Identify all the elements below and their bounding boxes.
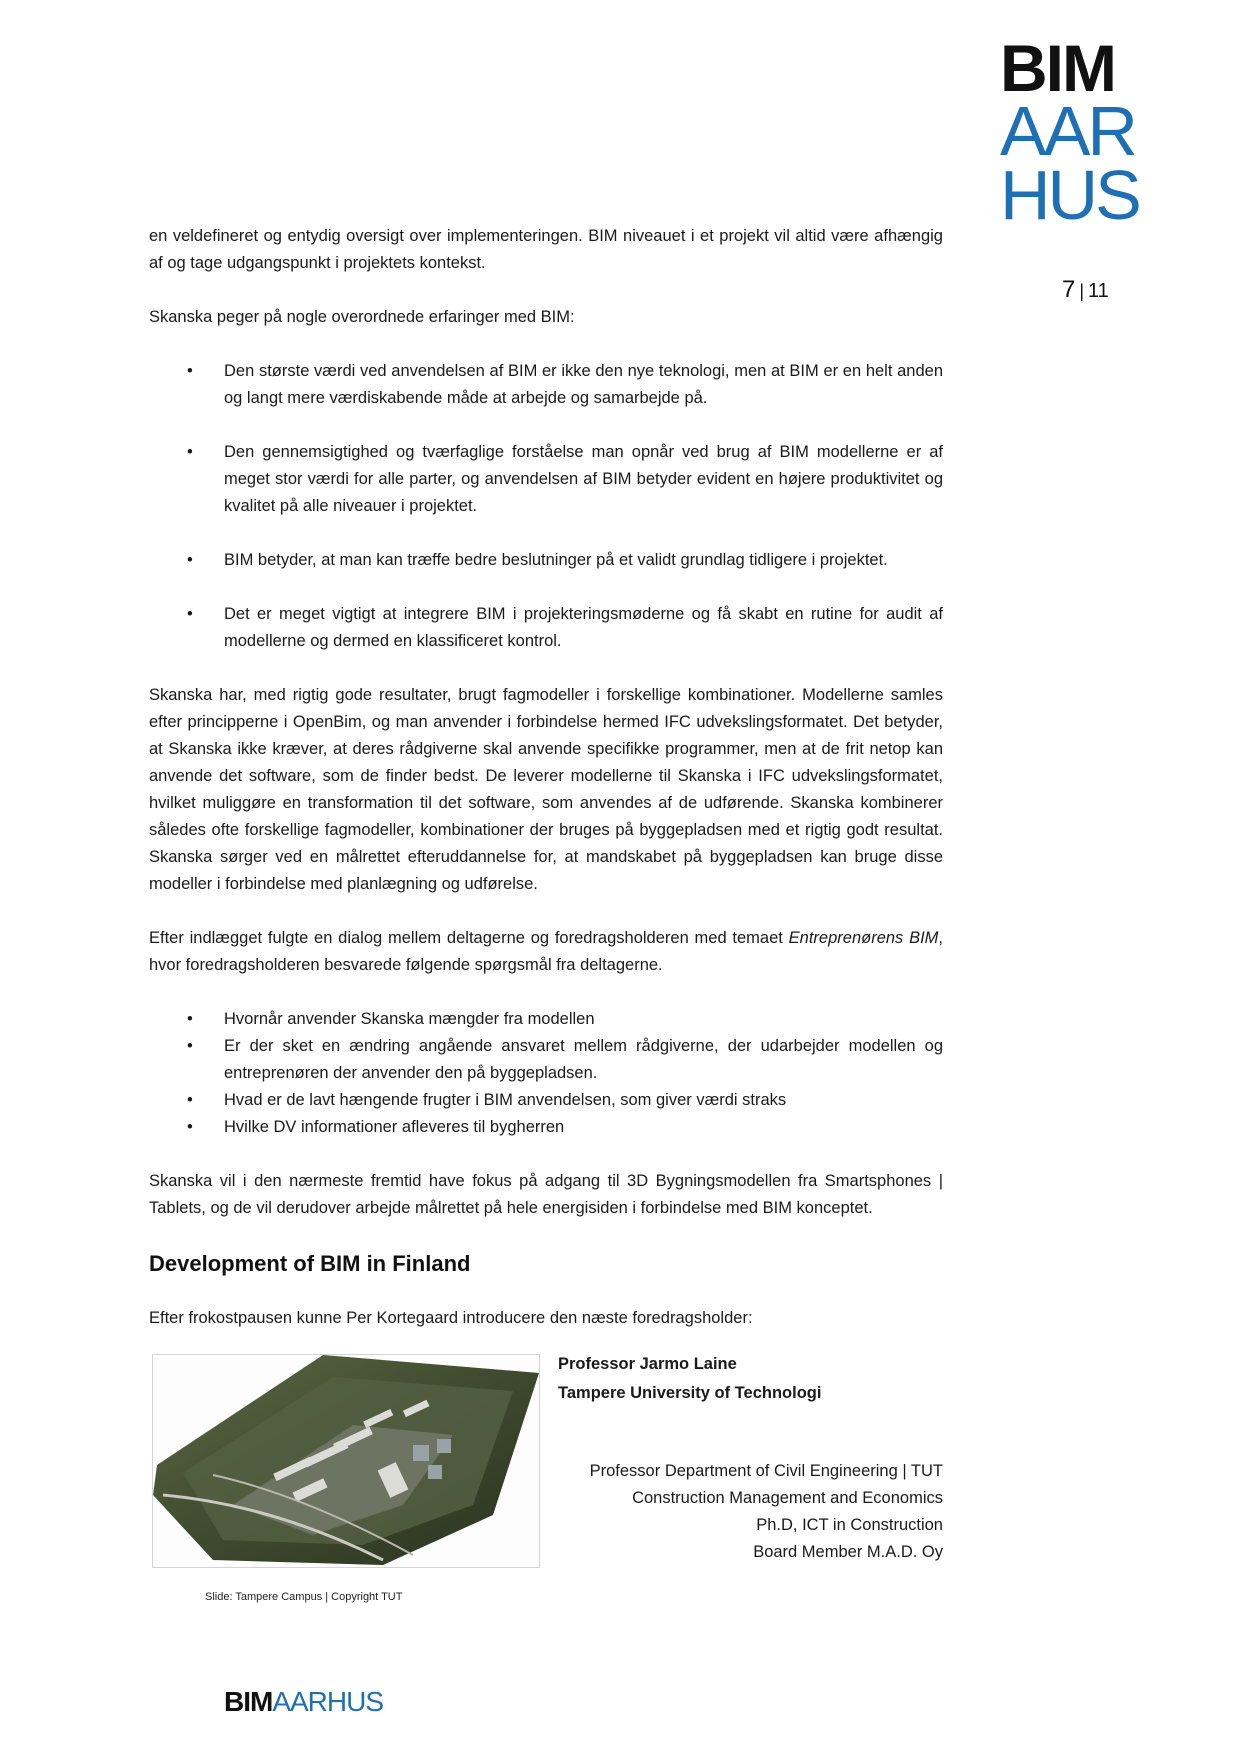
speaker-institution: Tampere University of Technologi [558,1384,822,1402]
list-item: • Den største værdi ved anvendelsen af BIM er ikke den nye teknologi, men at BIM er en helt anden og langt mere værdiskabende måde at arbejde og samarbejde på. [187,362,943,407]
paragraph-experiences-lead: Skanska peger på nogle overordnede erfaringer med BIM: [149,308,575,326]
logo-line-hus: HUS [1000,156,1139,235]
campus-slide-image [152,1354,540,1568]
footer-logo-bim: BIM [224,1686,273,1717]
list-item: • Hvad er de lavt hængende frugter i BIM anvendelsen, som giver værdi straks [187,1091,787,1109]
footer-logo-aarhus: AARHUS [272,1686,384,1717]
questions-list [149,1006,943,1141]
experiences-list [149,358,943,655]
theme-title: Entreprenørens BIM [788,929,939,947]
bim-aarhus-logo [1000,31,1150,235]
section-heading: Development of BIM in Finland [149,1251,471,1276]
list-item: • BIM betyder, at man kan træffe bedre beslutninger på et validt grundlag tidligere i projektet. [187,551,888,569]
speaker-name: Professor Jarmo Laine [558,1355,737,1373]
logo-line-aar: AAR [1000,91,1135,170]
paragraph-future: Skanska vil i den nærmeste fremtid have fokus på adgang til 3D Bygningsmodellen fra Smartsphones | Tablets, og de vil derudover arbejde målrettet på hele energisiden i forbindelse med BIM konceptet. [149,1172,943,1217]
list-item: • Hvornår anvender Skanska mængder fra modellen [187,1010,595,1028]
document-body [149,223,944,1603]
speaker-block [149,1350,943,1603]
speaker-role: Ph.D, ICT in Construction [756,1516,943,1534]
page-separator: | [1079,281,1085,301]
list-item: • Er der sket en ændring angående ansvaret mellem rådgiverne, der udarbejder modellen og entreprenøren der anvender den på byggepladsen. [187,1037,943,1082]
speaker-role: Board Member M.A.D. Oy [753,1543,943,1561]
paragraph-intro: en veldefineret og entydig oversigt over implementeringen. BIM niveauet i et projekt vil altid være afhængig af og tage udgangspunkt i projektets kontekst. [149,227,943,272]
paragraph-next-speaker: Efter frokostpausen kunne Per Kortegaard introducere den næste foredragsholder: [149,1309,753,1327]
speaker-role: Professor Department of Civil Engineering | TUT [589,1462,943,1480]
page-number [1062,276,1109,304]
speaker-role: Construction Management and Economics [632,1489,943,1507]
page-total: 11 [1088,280,1109,302]
speaker-roles [590,1458,943,1566]
list-item: • Det er meget vigtigt at integrere BIM i projekteringsmøderne og få skabt en rutine for audit af modellerne og dermed en klassificeret kontrol. [187,605,943,650]
speaker-identity [558,1350,821,1408]
logo-line-bim: BIM [1000,31,1115,105]
paragraph-dialog: Efter indlægget fulgte en dialog mellem deltagerne og foredragsholderen med temaet Entreprenørens BIM, hvor foredragsholderen besvarede følgende spørgsmål fra deltagerne. [149,929,944,974]
image-caption: Slide: Tampere Campus | Copyright TUT [205,1591,403,1603]
page-current: 7 [1062,276,1076,303]
campus-aerial-image [153,1355,539,1567]
footer-logo [224,1686,383,1718]
list-item: • Den gennemsigtighed og tværfaglige forståelse man opnår ved brug af BIM modellerne er af meget stor værdi for alle parter, og anvendelsen af BIM betyder evident en højere produktivitet og kvalitet på alle niveauer i projektet. [187,443,943,515]
paragraph-fagmodeller: Skanska har, med rigtig gode resultater, brugt fagmodeller i forskellige kombinationer. Modellerne samles efter principperne i OpenBim, og man anvender i forbindelse hermed IFC udvekslingsformatet. Det betyder, at Skanska ikke kræver, at deres rådgiverne skal anvende specifikke programmer, men at de frit netop kan anvende det software, som de finder bedst. De leverer modellerne til Skanska i IFC udvekslingsformatet, hvilket muliggøre en transformation til det software, som anvendes af de udførende. Skanska kombinerer således ofte forskellige fagmodeller, kombinationer der bruges på byggepladsen med et rigtig godt resultat. Skanska sørger ved en målrettet efteruddannelse for, at mandskabet på byggepladsen kan bruge disse modeller i forbindelse med planlægning og udførelse. [149,686,943,893]
list-item: • Hvilke DV informationer afleveres til bygherren [187,1118,565,1136]
